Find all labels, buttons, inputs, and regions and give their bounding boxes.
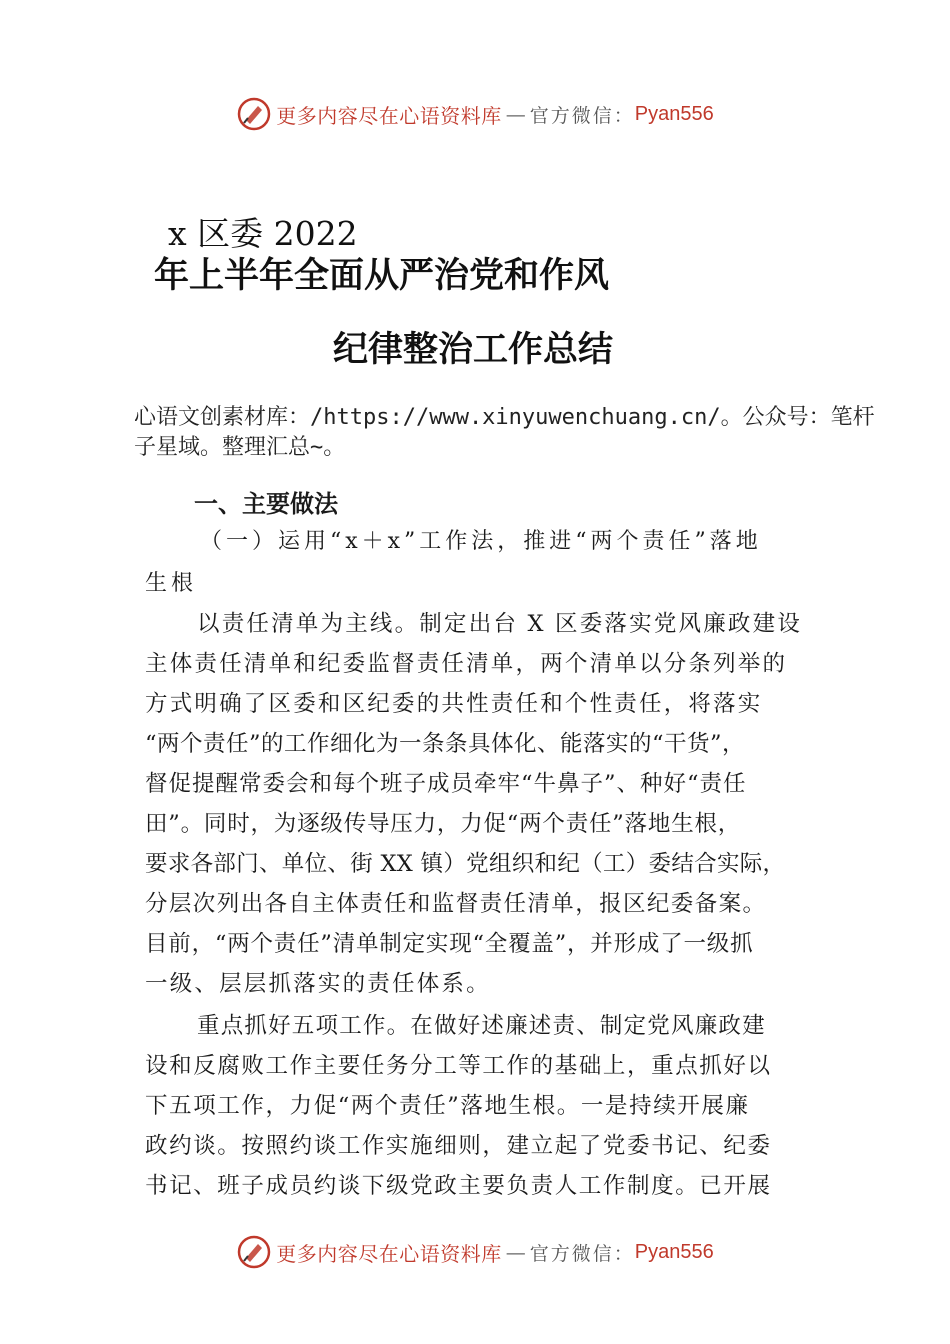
watermark-text: 更多内容尽在心语资料库 <box>276 1241 502 1266</box>
body-line: 田”。同时，为逐级传导压力，力促“两个责任”落地生根， <box>145 811 742 837</box>
pen-logo-icon <box>236 96 272 132</box>
body-line: 下五项工作，力促“两个责任”落地生根。一是持续开展廉 <box>145 1093 750 1119</box>
body-line: 督促提醒常委会和每个班子成员牵牢“牛鼻子”、种好“责任 <box>145 771 747 797</box>
body-line: 一级、层层抓落实的责任体系。 <box>145 971 491 997</box>
watermark-dash: — <box>505 1240 526 1264</box>
watermark-dash: — <box>505 102 526 126</box>
pen-logo-icon <box>236 1234 272 1270</box>
body-line: 主体责任清单和纪委监督责任清单，两个清单以分条列举的 <box>145 651 788 677</box>
sub-heading-line1: （一）运用“x＋x”工作法，推进“两个责任”落地 <box>200 529 762 554</box>
body-line: “两个责任”的工作细化为一条条具体化、能落实的“干货”， <box>145 731 746 757</box>
watermark-label: 官方微信： <box>529 1242 635 1265</box>
body-line: 重点抓好五项工作。在做好述廉述责、制定党风廉政建 <box>197 1013 766 1039</box>
body-line: 政约谈。按照约谈工作实施细则，建立起了党委书记、纪委 <box>145 1133 772 1159</box>
watermark-wechat-id: Pyan556 <box>634 1240 714 1263</box>
watermark-wechat-id: Pyan556 <box>634 102 714 125</box>
watermark-banner-bottom <box>0 1232 950 1272</box>
doc-title-line1: x 区委 2022 <box>168 214 358 253</box>
body-line: 设和反腐败工作主要任务分工等工作的基础上，重点抓好以 <box>145 1053 772 1079</box>
sub-heading-line2: 生根 <box>145 571 198 596</box>
body-line: 目前，“两个责任”清单制定实现“全覆盖”，并形成了一级抓 <box>145 931 754 957</box>
body-line: 书记、班子成员约谈下级党政主要负责人工作制度。已开展 <box>145 1173 772 1199</box>
watermark-banner-top <box>0 94 950 134</box>
section-heading: 一、主要做法 <box>194 490 338 518</box>
body-line: 要求各部门、单位、街 XX 镇）党组织和纪（工）委结合实际， <box>145 851 786 877</box>
body-line: 分层次列出各自主体责任和监督责任清单，报区纪委备案。 <box>145 891 767 917</box>
body-line: 方式明确了区委和区纪委的共性责任和个性责任，将落实 <box>145 691 763 717</box>
doc-title-line2: 年上半年全面从严治党和作风 <box>154 255 610 296</box>
watermark-text: 更多内容尽在心语资料库 <box>276 103 502 128</box>
watermark-label: 官方微信： <box>529 104 635 127</box>
source-note: 心语文创素材库：/https://www.xinyuwenchuang.cn/。公众号：笔杆子星域。整理汇总~。 <box>134 405 875 460</box>
doc-title-line3: 纪律整治工作总结 <box>333 329 614 370</box>
body-line: 以责任清单为主线。制定出台 X 区委落实党风廉政建设 <box>197 611 803 637</box>
